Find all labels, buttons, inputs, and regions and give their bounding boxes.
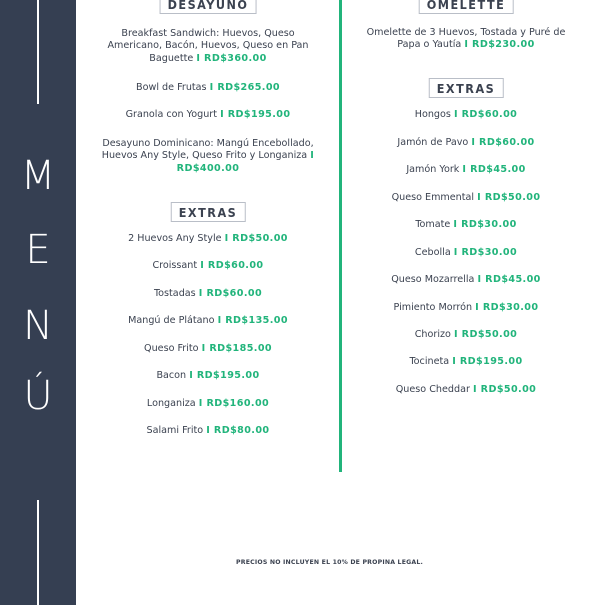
item-name: Jamón de Pavo — [397, 137, 469, 148]
item-name: Granola con Yogurt — [125, 109, 217, 120]
menu-letter-e: E — [25, 227, 51, 273]
item-price: I RD$185.00 — [201, 343, 272, 354]
item-price: I RD$30.00 — [453, 219, 517, 230]
menu-letter-u: Ú — [23, 373, 53, 419]
menu-item — [356, 274, 576, 286]
section-heading-desayuno: DESAYUNO — [160, 0, 257, 14]
menu-item — [96, 343, 320, 355]
item-name: Bowl de Frutas — [136, 82, 207, 93]
sidebar-bottom-line — [37, 500, 39, 605]
item-price: I RD$160.00 — [198, 398, 270, 409]
menu-item — [96, 288, 320, 300]
menu-item — [96, 370, 320, 382]
item-price: I RD$195.00 — [220, 109, 291, 120]
item-name: Desayuno Dominicano: Mangú Encebollado, Huevos Any Style, Queso Frito y Longaniza — [101, 138, 314, 162]
item-price: I RD$360.00 — [196, 52, 267, 64]
menu-item — [356, 192, 576, 204]
menu-item — [96, 233, 320, 245]
item-price: I RD$30.00 — [453, 247, 518, 258]
item-name: Tomate — [415, 219, 451, 230]
item-name: Pimiento Morrón — [393, 302, 473, 313]
item-name: Tostadas — [153, 288, 196, 299]
item-name: Salami Frito — [146, 425, 204, 436]
item-price: I RD$60.00 — [198, 288, 263, 299]
item-price: I RD$265.00 — [209, 82, 280, 93]
menu-item — [356, 137, 576, 149]
item-price: I RD$230.00 — [464, 39, 535, 51]
item-price: I RD$50.00 — [224, 233, 288, 244]
item-name: Omelette de 3 Huevos, Tostada y Puré de Papa o Yautía — [366, 27, 566, 51]
item-price: I RD$400.00 — [176, 150, 315, 174]
menu-letter-n: N — [23, 303, 53, 349]
item-price: I RD$45.00 — [477, 274, 541, 285]
item-name: Breakfast Sandwich: Huevos, Queso Americano, Bacón, Huevos, Queso en Pan Baguette — [107, 28, 309, 64]
item-price: I RD$45.00 — [462, 164, 526, 175]
item-price: I RD$195.00 — [452, 356, 523, 367]
item-name: Queso Frito — [144, 343, 199, 354]
item-price: I RD$50.00 — [472, 384, 537, 395]
sidebar-top-line — [37, 0, 39, 104]
section-heading-omelette: OMELETTE — [419, 0, 514, 14]
menu-item — [356, 27, 576, 52]
menu-item — [356, 356, 576, 368]
menu-item — [96, 28, 320, 65]
item-price: I RD$60.00 — [200, 260, 264, 271]
item-name: Longaniza — [146, 398, 196, 409]
menu-letter-m: M — [20, 153, 56, 199]
menu-item — [96, 109, 320, 121]
menu-item — [96, 315, 320, 327]
menu-item — [96, 398, 320, 410]
item-price: I RD$195.00 — [189, 370, 260, 381]
menu-item — [356, 302, 576, 314]
item-name: Hongos — [414, 109, 451, 120]
item-price: I RD$30.00 — [475, 302, 539, 313]
menu-item — [96, 82, 320, 94]
item-name: Queso Mozarrella — [391, 274, 475, 285]
item-price: I RD$80.00 — [206, 425, 270, 436]
item-price: I RD$60.00 — [471, 137, 535, 148]
menu-item — [356, 329, 576, 341]
item-name: Queso Cheddar — [395, 384, 470, 395]
section-heading-extras: EXTRAS — [429, 78, 504, 98]
item-name: Bacon — [156, 370, 187, 381]
menu-item — [356, 219, 576, 231]
item-name: Tocineta — [409, 356, 450, 367]
menu-item — [356, 109, 576, 121]
footnote-tip-notice: PRECIOS NO INCLUYEN EL 10% DE PROPINA LEGAL. — [236, 559, 424, 566]
menu-item — [96, 425, 320, 437]
item-price: I RD$60.00 — [453, 109, 518, 120]
menu-item — [356, 247, 576, 259]
item-name: Jamón York — [406, 164, 460, 175]
menu-item — [96, 260, 320, 272]
item-price: I RD$50.00 — [453, 329, 518, 340]
item-name: Queso Emmental — [391, 192, 475, 203]
item-name: Croissant — [152, 260, 198, 271]
item-name: Chorizo — [414, 329, 451, 340]
item-price: I RD$135.00 — [217, 315, 288, 326]
item-price: I RD$50.00 — [477, 192, 541, 203]
menu-item — [356, 384, 576, 396]
section-heading-extras: EXTRAS — [171, 202, 246, 222]
sidebar — [0, 0, 76, 605]
menu-item — [96, 138, 320, 175]
item-name: Cebolla — [414, 247, 451, 258]
menu-item — [356, 164, 576, 176]
column-divider — [339, 0, 342, 472]
item-name: Mangú de Plátano — [128, 315, 215, 326]
item-name: 2 Huevos Any Style — [128, 233, 222, 244]
